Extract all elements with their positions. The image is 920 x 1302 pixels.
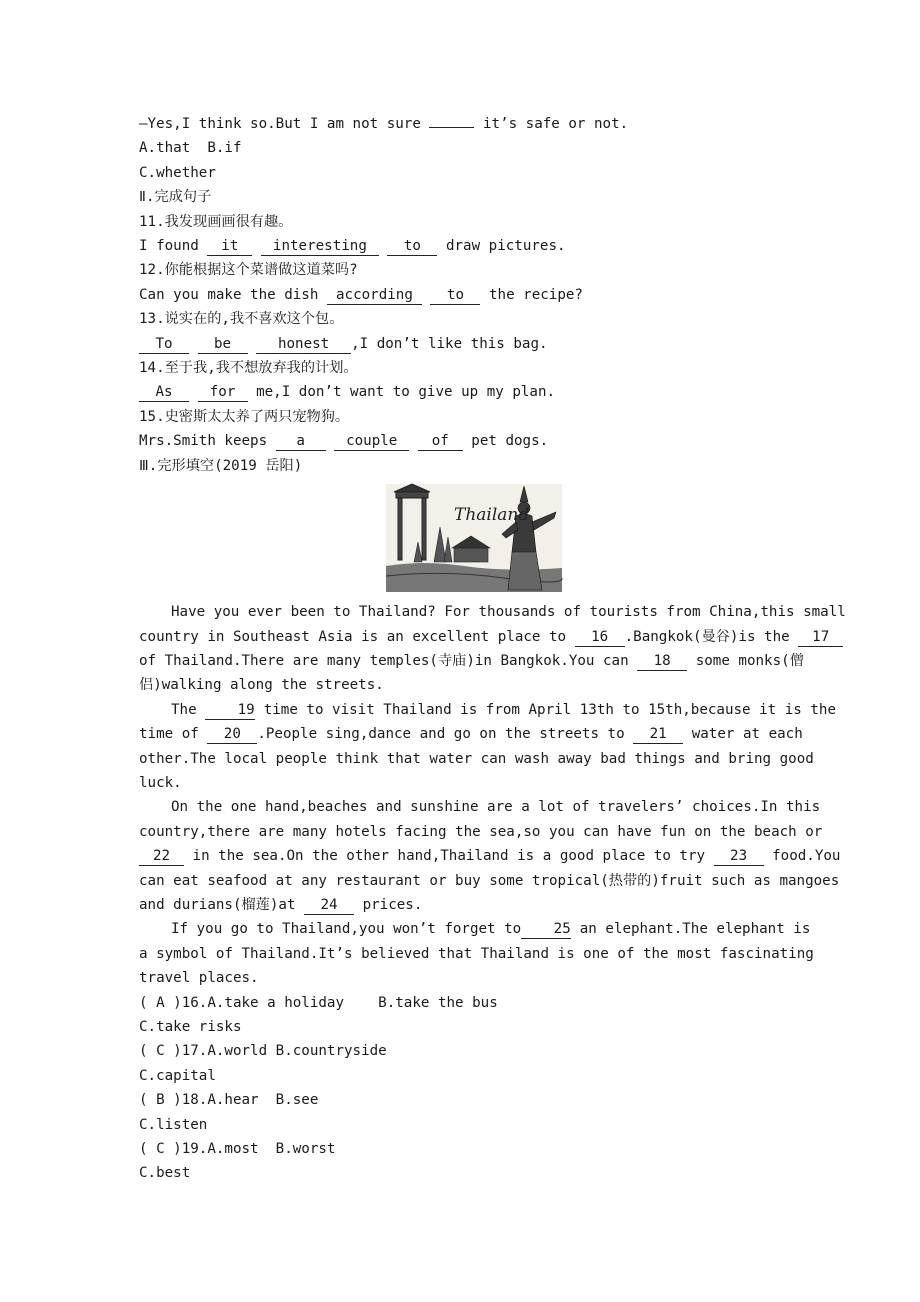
q14-english: As for me,I don’t want to give up my plan. bbox=[139, 380, 819, 404]
blank-23: 23 bbox=[714, 847, 764, 866]
blank-20: 20 bbox=[207, 725, 257, 744]
thailand-logo-text: Thailand bbox=[454, 505, 530, 526]
answer-18-ab: ( B )18.A.hear B.see bbox=[139, 1092, 319, 1109]
q10-dialogue-line bbox=[139, 112, 819, 136]
q14-blank-1: As bbox=[139, 383, 189, 402]
blank-19: 19 bbox=[205, 701, 255, 720]
answer-16-c: C.take risks bbox=[139, 1019, 242, 1035]
q12-blank-2: to bbox=[430, 286, 480, 305]
blank-18: 18 bbox=[637, 652, 687, 671]
answer-options bbox=[139, 991, 819, 1186]
answer-19-ab: ( C )19.A.most B.worst bbox=[139, 1141, 336, 1158]
q15-blank-1: a bbox=[276, 432, 326, 451]
q12-chinese: 12.你能根据这个菜谱做这道菜吗? bbox=[139, 262, 358, 279]
q11-english: I found it interesting to draw pictures. bbox=[139, 238, 566, 255]
thailand-landmarks-icon bbox=[384, 482, 564, 594]
blank-21: 21 bbox=[633, 725, 683, 744]
q13-chinese: 13.说实在的,我不喜欢这个包。 bbox=[139, 311, 344, 328]
q11-blank-3: to bbox=[387, 237, 437, 256]
q13-blank-1: To bbox=[139, 335, 189, 354]
q10-text: —Yes,I think so.But I am not sure bbox=[139, 116, 430, 132]
q13-blank-2: be bbox=[198, 335, 248, 354]
answer-17-ab: ( C )17.A.world B.countryside bbox=[139, 1043, 387, 1060]
q15-chinese: 15.史密斯太太养了两只宠物狗。 bbox=[139, 408, 350, 425]
blank-16: 16 bbox=[575, 628, 625, 647]
answer-19-c: C.best bbox=[139, 1165, 191, 1182]
section-3-title: Ⅲ.完形填空(2019 岳阳) bbox=[139, 457, 303, 474]
section-2-title: Ⅱ.完成句子 bbox=[139, 189, 212, 206]
passage-paragraph-3: On the one hand,beaches and sunshine are a lot of travelers’ choices.In this country,there are many hotels facing the sea,so you can have fun on the beach or 22 in the sea.On the other hand,Thailand is a good place to try 23 food.You can eat seafood at any restaurant or buy some tropical(热带的)fruit such as mangoes and durians(榴莲)at 24 prices. bbox=[139, 799, 841, 913]
worksheet-page bbox=[139, 112, 846, 1186]
passage-paragraph-2: The 19 time to visit Thailand is from April 13th to 15th,because it is the time of 20 .People sing,dance and go on the streets to 21 water at each other.The local people think that water can wash away bad things and bring good luck. bbox=[139, 701, 837, 791]
q15-english: Mrs.Smith keeps a couple of pet dogs. bbox=[139, 433, 549, 450]
q12-blank-1: according bbox=[327, 286, 422, 305]
answer-18-c: C.listen bbox=[139, 1116, 208, 1133]
blank-24: 24 bbox=[304, 896, 354, 915]
blank-22: 22 bbox=[139, 847, 184, 866]
q14-blank-2: for bbox=[198, 383, 248, 402]
q15-blank-2: couple bbox=[334, 432, 409, 451]
q10-blank bbox=[429, 127, 474, 128]
answer-17-c: C.capital bbox=[139, 1067, 216, 1084]
blank-25: 25 bbox=[521, 920, 571, 939]
answer-16-ab: ( A )16.A.take a holiday B.take the bus bbox=[139, 994, 498, 1011]
passage-paragraph-1: Have you ever been to Thailand? For thousands of tourists from China,this small country in Southeast Asia is an excellent place to 16 .Bangkok(曼谷)is the 17 of Thailand.There are many temples(寺庙)in Bangkok.You can 18 some monks(僧 侣)walking along the streets. bbox=[139, 604, 846, 694]
q10-text-after: it’s safe or not. bbox=[474, 116, 629, 132]
q12-english: Can you make the dish according to the recipe? bbox=[139, 286, 583, 303]
blank-17: 17 bbox=[798, 628, 843, 647]
q13-english: To be honest ,I don’t like this bag. bbox=[139, 332, 819, 356]
q11-blank-1: it bbox=[207, 237, 252, 256]
passage-paragraph-4: If you go to Thailand,you won’t forget to 25 an elephant.The elephant is a symbol of Thailand.It’s believed that Thailand is one of the most fascinating travel places. bbox=[139, 921, 814, 987]
q11-blank-2: interesting bbox=[261, 237, 379, 256]
q11-chinese: 11.我发现画画很有趣。 bbox=[139, 213, 293, 230]
q13-blank-3: honest bbox=[256, 335, 351, 354]
thailand-illustration bbox=[139, 482, 819, 598]
q14-chinese: 14.至于我,我不想放弃我的计划。 bbox=[139, 360, 358, 377]
q15-blank-3: of bbox=[418, 432, 463, 451]
q10-options-ab: A.that B.if bbox=[139, 140, 242, 157]
q10-option-c: C.whether bbox=[139, 164, 216, 181]
